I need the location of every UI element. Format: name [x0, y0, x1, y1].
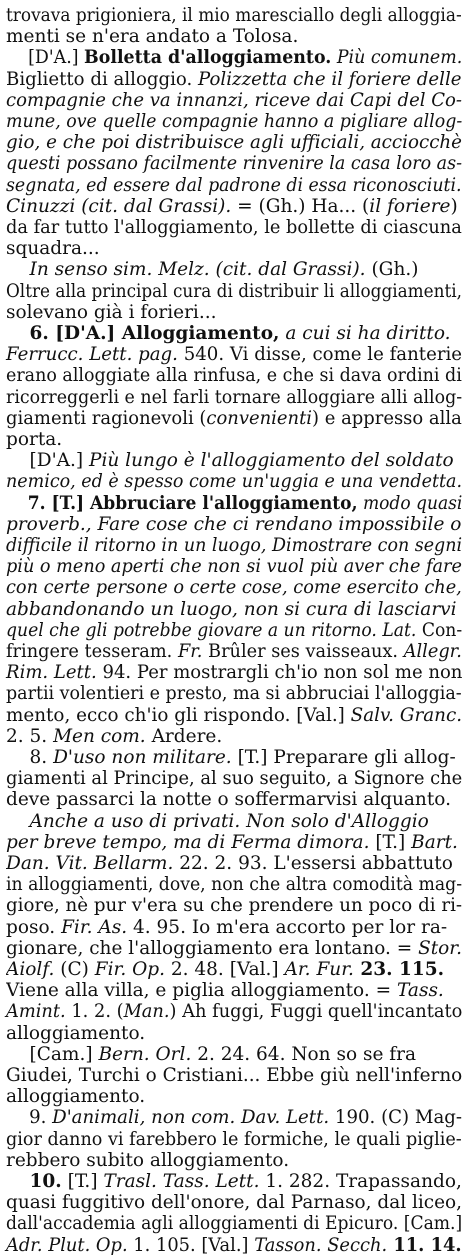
italic-segment: Cinuzzi (cit. dal Grassi). — [6, 195, 232, 217]
text-segment: 2. 48. [Val.] — [164, 959, 285, 980]
text-segment: trovava prigioniera, il mio maresciallo degli alloggia- — [6, 5, 462, 26]
italic-segment: Salv. Granc. — [350, 704, 463, 726]
text-segment: Ardere. — [145, 725, 223, 747]
italic-segment: Tass. — [397, 980, 444, 1002]
italic-segment: Più lungo è l'alloggiamento del soldato — [89, 450, 454, 472]
text-segment: in alloggiamenti, dove, non che altra comodità mag- — [6, 874, 463, 896]
text-segment: (Gh.) — [365, 259, 419, 281]
italic-segment: difficile il ritorno in un luogo, Dimostrare con segni — [6, 535, 463, 556]
text-segment: Giudei, Turchi o Cristiani... Ebbe giù nell'inferno — [6, 1065, 463, 1086]
text-segment: Biglietto di alloggio. — [6, 68, 199, 90]
text-segment: giamenti ragionevoli ( — [6, 407, 207, 429]
text-segment: giamenti al Principe, al suo seguito, a Signore che — [6, 768, 463, 790]
bold-segment: 10. — [29, 1171, 62, 1192]
text-segment: [D'A.] — [6, 47, 85, 69]
text-segment: rebbero subito alloggiamento. — [6, 1149, 290, 1171]
italic-segment: Fir. Op. — [94, 959, 165, 980]
text-segment — [6, 323, 30, 344]
text-segment: ) e appresso alla — [312, 407, 462, 429]
italic-segment: Anche a uso di privati. Non solo d'Alloggio — [29, 810, 429, 832]
italic-segment: segnata, ed essere dal padrone di essa riconosciuti. — [6, 174, 462, 196]
text-segment: ricorreggerli e nel farli tornare alloggiare alli allog- — [6, 386, 463, 408]
italic-segment: Trasl. Tass. Lett. — [103, 1171, 260, 1192]
text-segment: 540. Vi disse, come le fanterie — [177, 344, 463, 366]
text-segment — [6, 259, 30, 280]
text-segment: Con- — [416, 619, 463, 641]
text-segment: alloggiamento. — [6, 1086, 146, 1108]
italic-segment: Ar. Fur. — [284, 959, 354, 980]
italic-segment: nemico, ed è spesso come un'uggia e una vendetta. — [6, 471, 463, 493]
italic-segment: con certe persone o certe cose, come esercito che, — [6, 577, 462, 599]
italic-segment: gio, e che poi distribuisce agli ufficiali, acciocchè — [6, 132, 462, 154]
italic-segment: Stor. — [418, 937, 462, 959]
text-segment: quasi fuggitivo dell'onore, dal Parnaso, dal liceo, — [6, 1192, 463, 1214]
italic-segment: quel che gli potrebbe giovare a un ritorno. Lat. — [6, 619, 417, 641]
italic-segment: questi possano facilmente rinvenire la casa loro as- — [6, 153, 463, 175]
text-segment: solevano già i forieri... — [6, 301, 217, 323]
italic-segment: Bern. Orl. — [98, 1043, 192, 1065]
text-segment: 4. 95. Io m'era accorto per lor ra- — [127, 916, 448, 938]
text-segment: Oltre alla principal cura di distribuir li alloggiamenti, — [6, 280, 462, 302]
italic-segment: Più comunem. — [331, 47, 463, 69]
italic-segment: il foriere — [369, 195, 451, 217]
italic-segment: Fr. — [177, 641, 203, 662]
text-segment: giore, nè pur v'era su che prendere un poco di ri- — [6, 895, 463, 917]
italic-segment: Men com. — [53, 725, 146, 747]
text-segment: ) Ah fuggi, Fuggi quell'incantato — [169, 1001, 463, 1023]
italic-segment: Allegr. — [403, 641, 462, 662]
text-segment: [T.] Preparare gli allog- — [231, 747, 456, 768]
text-segment: 190. (C) Mag- — [329, 1107, 463, 1129]
italic-segment: proverb., Fare cose che ci rendano impossibile o — [6, 513, 462, 535]
text-segment: 1. 2. ( — [65, 1001, 124, 1023]
text-segment: [D'A.] — [6, 450, 89, 472]
text-segment: 2. 24. 64. Non so se fra — [191, 1043, 417, 1065]
text-segment: gior danno vi farebbero le formiche, le quali piglie- — [6, 1128, 462, 1150]
italic-segment: per breve tempo, ma di Ferma dimora. — [6, 831, 370, 853]
text-segment: 22. 2. 93. L'essersi abbattuto — [173, 853, 453, 874]
italic-segment: più o meno aperti che non si vuol più aver che fare — [6, 556, 462, 578]
italic-segment: a cui si ha diritto. — [279, 323, 451, 344]
text-segment: erano alloggiate alla rinfusa, e che si dava ordini di — [6, 365, 462, 387]
italic-segment: mune, ove quelle compagnie hanno a pigliare allog- — [6, 111, 463, 132]
text-segment: 9. — [6, 1107, 53, 1129]
italic-segment: Man. — [123, 1001, 170, 1023]
text-segment: partii volentieri e presto, ma si abbruciai l'alloggia- — [6, 683, 462, 705]
text-segment: 94. Per mostrargli ch'io non sol me non — [96, 662, 463, 684]
text-segment: 1. 282. Trapassando, — [259, 1171, 462, 1192]
italic-segment: compagnie che va innanzi, riceve dai Capi del Co- — [6, 89, 463, 111]
bold-segment: 23. 115. — [353, 959, 445, 980]
text-line — [6, 1234, 462, 1256]
text-segment: (C) — [54, 959, 95, 980]
italic-segment: Polizzetta che il foriere delle — [198, 68, 462, 90]
text-segment: porta. — [6, 429, 63, 450]
italic-segment: modo quasi — [357, 492, 463, 514]
text-segment: 8. — [6, 747, 54, 768]
bold-segment: 11. 14. — [387, 1234, 462, 1256]
italic-segment: Ferrucc. Lett. pag. — [6, 344, 178, 366]
italic-segment: Dan. Vit. Bellarm. — [6, 853, 174, 874]
italic-segment: Fir. As. — [61, 916, 128, 938]
text-segment — [6, 493, 28, 514]
italic-segment: In senso sim. Melz. (cit. dal Grassi). — [29, 259, 366, 281]
text-segment: Viene alla villa, e piglia alloggiamento. = — [6, 980, 398, 1002]
text-segment: dall'accademia agli alloggiamenti di Epicuro. [Cam.] — [6, 1213, 463, 1235]
bold-segment: 7. [T.] Abbruciare l'alloggiamento, — [27, 492, 358, 514]
italic-segment: Aiolf. — [6, 959, 55, 980]
text-segment: squadra... — [6, 238, 100, 260]
italic-segment: D'animali, non com. Dav. Lett. — [52, 1107, 330, 1129]
text-segment: da far tutto l'alloggiamento, le bollette di ciascuna — [6, 217, 462, 238]
text-segment — [6, 811, 30, 832]
text-segment: alloggiamento. — [6, 1022, 146, 1044]
text-segment: mento, ecco ch'io gli rispondo. [Val.] — [6, 704, 351, 726]
italic-segment: abbandonando un luogo, non si cura di lasciarvi — [6, 598, 457, 620]
italic-segment: Bart. — [411, 831, 458, 853]
italic-segment: Rim. Lett. — [6, 662, 97, 684]
text-segment: menti se n'era andato a Tolosa. — [6, 26, 299, 48]
italic-segment: D'uso non militare. — [53, 747, 232, 768]
text-segment: Brûler ses vaisseaux. — [202, 641, 404, 662]
text-segment: ) — [450, 195, 458, 217]
text-segment: poso. — [6, 916, 62, 938]
text-segment: gionare, che l'alloggiamento era lontano. = — [6, 937, 419, 959]
text-segment: 1. 105. [Val.] — [127, 1234, 255, 1256]
text-segment: fringere tesseram. — [6, 641, 178, 662]
text-segment: deve passarci la notte o soffermarvisi alquanto. — [6, 789, 451, 811]
bold-segment: Bolletta d'alloggiamento. — [84, 47, 332, 69]
bold-segment: 6. [D'A.] Alloggiamento, — [29, 323, 280, 344]
italic-segment: convenienti — [206, 407, 313, 429]
italic-segment: Amint. — [6, 1001, 66, 1023]
text-segment — [6, 1171, 30, 1192]
text-segment: = (Gh.) Ha... ( — [231, 195, 370, 217]
text-segment: [T.] — [61, 1171, 104, 1192]
italic-segment: Tasson. Secch. — [254, 1234, 388, 1256]
text-segment: 2. 5. — [6, 725, 54, 747]
text-segment: [Cam.] — [6, 1043, 99, 1065]
italic-segment: Adr. Plut. Op. — [6, 1234, 128, 1256]
text-segment: [T.] — [369, 831, 412, 853]
